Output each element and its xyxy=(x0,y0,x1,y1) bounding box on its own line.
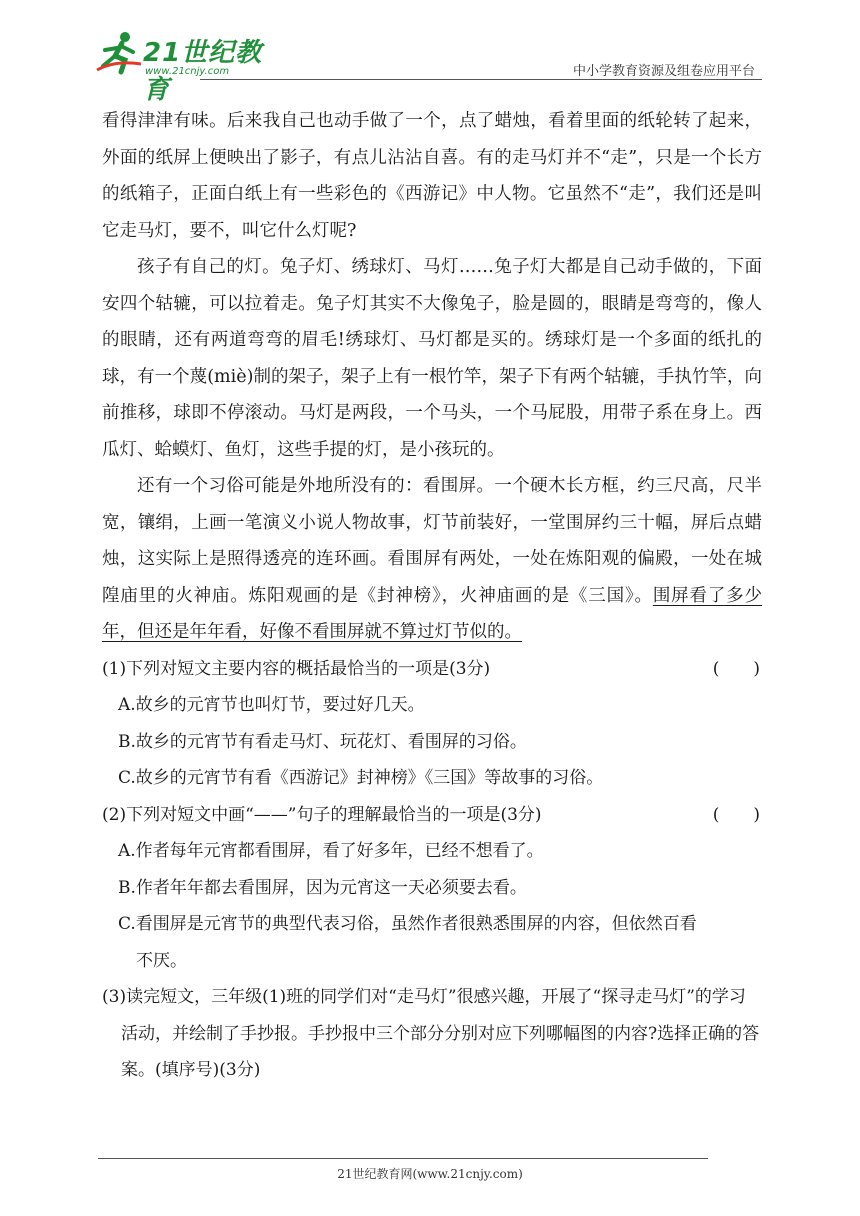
paragraph-3 xyxy=(102,468,762,651)
footer-divider xyxy=(98,1158,708,1159)
page-header xyxy=(0,0,860,105)
logo-url: www.21cnjy.com xyxy=(145,66,230,77)
paragraph-1: 看得津津有味。后来我自己也动手做了一个，点了蜡烛，看着里面的纸轮转了起来，外面的纸屏上便映出了影子，有点儿沾沾自喜。有的走马灯并不“走”，只是一个长方的纸箱子，正面白纸上有一些彩色的《西游记》中人物。它虽然不“走”，我们还是叫它走马灯，要不，叫它什么灯呢? xyxy=(102,111,762,241)
question-2-option-c: C.看围屏是元宵节的典型代表习俗，虽然作者很熟悉围屏的内容，但依然百看 xyxy=(118,914,697,934)
question-1 xyxy=(102,651,762,688)
runner-logo-icon xyxy=(95,30,145,76)
logo-text: 21世纪教育 xyxy=(143,38,263,105)
question-2-answer-blank[interactable]: ( ) xyxy=(712,804,760,825)
question-1-option-a: A.故乡的元宵节也叫灯节，要过好几天。 xyxy=(118,695,425,715)
header-divider xyxy=(200,79,762,80)
document-body xyxy=(102,103,762,1089)
question-2-option-b: B.作者年年都去看围屏，因为元宵这一天必须要去看。 xyxy=(118,877,527,898)
question-2-option-a: A.作者每年元宵都看围屏，看了好多年，已经不想看了。 xyxy=(118,841,544,861)
question-2 xyxy=(102,797,762,834)
paragraph-2: 孩子有自己的灯。兔子灯、绣球灯、马灯……兔子灯大都是自己动手做的，下面安四个轱辘，可以拉着走。兔子灯其实不大像兔子，脸是圆的，眼睛是弯弯的，像人的眼睛，还有两道弯弯的眉毛!绣球灯、马灯都是买的。绣球灯是一个多面的纸扎的球，有一个蔑(miè)制的架子，架子上有一根竹竿，架子下有两个轱辘，手执竹竿，向前推移，球即不停滚动。马灯是两段，一个马头，一个马屁股，用带子系在身上。西瓜灯、蛤蟆灯、鱼灯，这些手提的灯，是小孩玩的。 xyxy=(102,257,762,460)
header-platform-text: 中小学教育资源及组卷应用平台 xyxy=(572,64,755,79)
question-1-option-c: C.故乡的元宵节有看《西游记》封神榜》《三国》等故事的习俗。 xyxy=(118,768,604,788)
question-2-option-c-continued: 不厌。 xyxy=(136,950,187,971)
site-logo[interactable] xyxy=(95,30,265,105)
underlined-sentence: 围屏看了多少年，但还是年年看，好像不看围屏就不算过灯节似的。 xyxy=(102,585,763,642)
footer-text[interactable]: 21世纪教育网(www.21cnjy.com) xyxy=(337,1167,523,1181)
question-1-stem: (1)下列对短文主要内容的概括最恰当的一项是(3分) xyxy=(102,658,491,679)
question-1-option-b: B.故乡的元宵节有看走马灯、玩花灯、看围屏的习俗。 xyxy=(118,731,527,752)
question-1-answer-blank[interactable]: ( ) xyxy=(712,658,760,679)
question-3-stem: (3)读完短文，三年级(1)班的同学们对“走马灯”很感兴趣，开展了“探寻走马灯”的学习活动，并绘制了手抄报。手抄报中三个部分分别对应下列哪幅图的内容?选择正确的答案。(填序号)(3分) xyxy=(102,987,760,1080)
question-2-stem: (2)下列对短文中画“——”句子的理解最恰当的一项是(3分) xyxy=(102,804,542,825)
paragraph-3-text: 还有一个习俗可能是外地所没有的：看围屏。一个硬木长方框，约三尺高，尺半宽，镶绢，上画一笔演义小说人物故事，灯节前装好，一堂围屏约三十幅，屏后点蜡烛，这实际上是照得透亮的连环画。看围屏有两处，一处在炼阳观的偏殿，一处在城隍庙里的火神庙。炼阳观画的是《封神榜》，火神庙画的是《三国》。 xyxy=(102,476,762,606)
